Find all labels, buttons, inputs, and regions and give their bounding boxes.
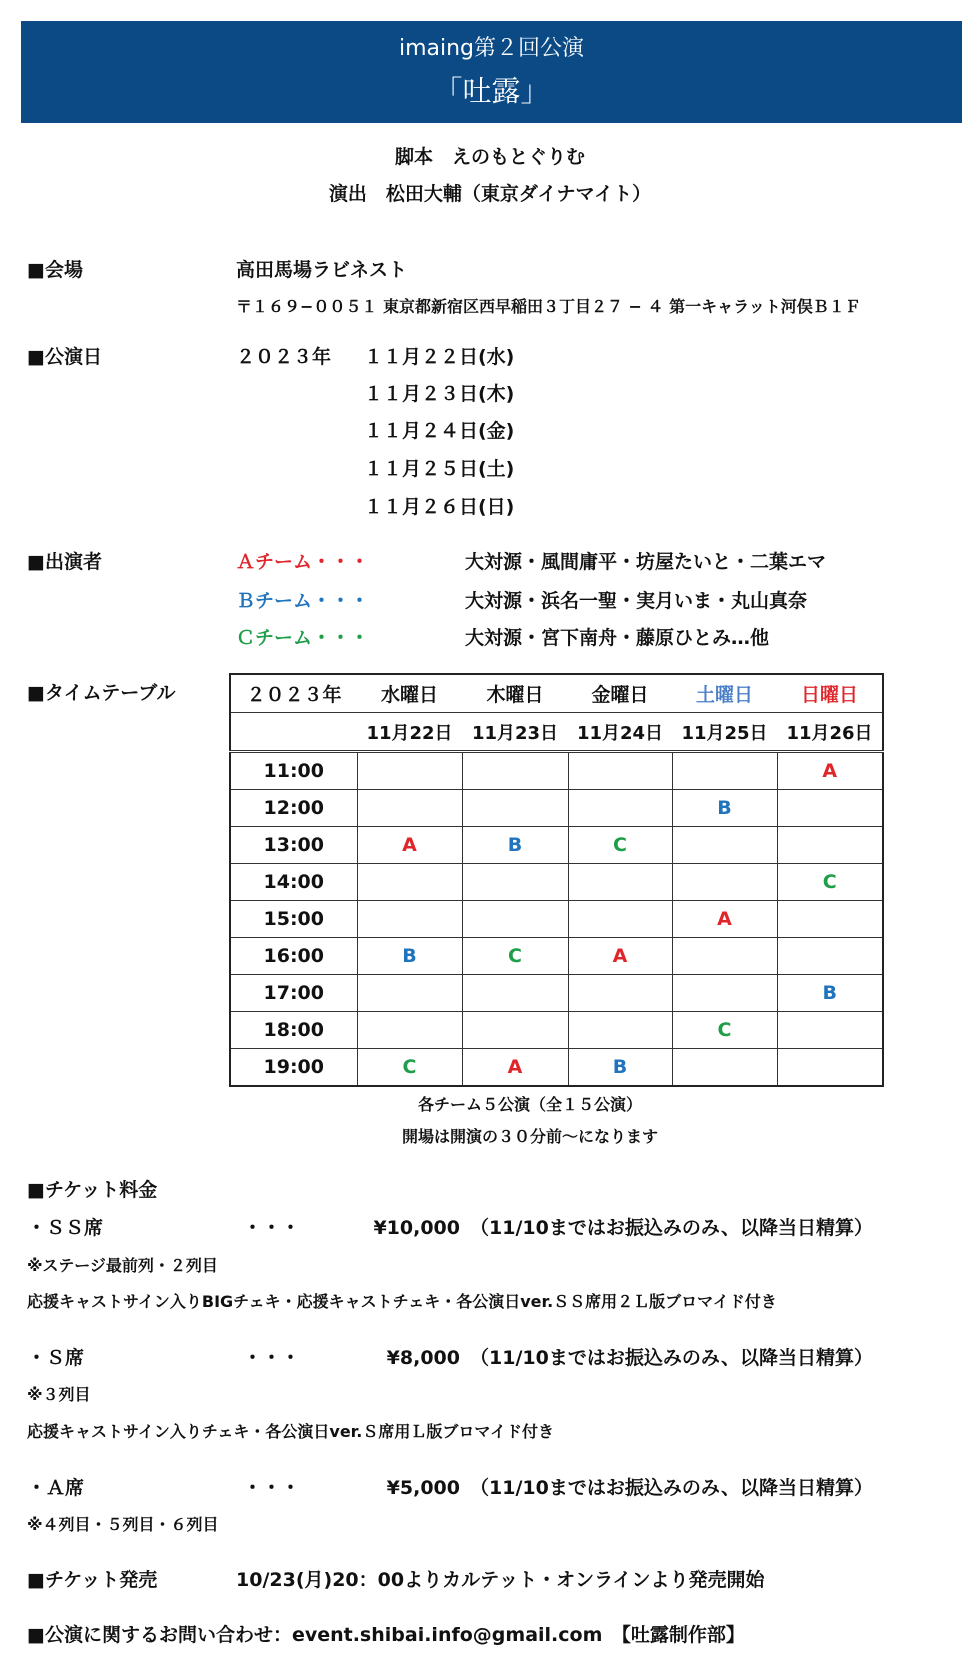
weekday-row bbox=[230, 674, 883, 713]
date-cell: 11月24日 bbox=[568, 713, 672, 752]
script-credit: 脚本 えのもとぐりむ bbox=[394, 146, 585, 168]
empty-slot bbox=[357, 752, 462, 790]
empty-slot bbox=[357, 790, 462, 827]
empty-slot bbox=[462, 1012, 568, 1049]
empty-slot bbox=[357, 1012, 462, 1049]
team-c-name: Ｃチーム・・・ bbox=[236, 627, 370, 649]
ticket-a-price: ¥5,000 bbox=[386, 1477, 460, 1499]
time-cell: 11:00 bbox=[230, 752, 357, 790]
cast-label: ■出演者 bbox=[27, 551, 102, 573]
empty-slot bbox=[462, 790, 568, 827]
ticket-a-note: ※４列目・５列目・６列目 bbox=[27, 1515, 219, 1534]
date-item: １１月２５日(土) bbox=[364, 458, 515, 480]
empty-slot bbox=[568, 975, 672, 1012]
dates-label: ■公演日 bbox=[27, 346, 102, 368]
date-cell: 11月22日 bbox=[357, 713, 462, 752]
empty-slot bbox=[357, 864, 462, 901]
empty-slot bbox=[462, 975, 568, 1012]
date-row bbox=[230, 713, 883, 752]
weekday-sat: 土曜日 bbox=[672, 674, 777, 713]
date-cell: 11月23日 bbox=[462, 713, 568, 752]
time-cell: 14:00 bbox=[230, 864, 357, 901]
tickets-label: ■チケット料金 bbox=[27, 1179, 158, 1201]
performance-team-a: A bbox=[568, 938, 672, 975]
ticket-a-terms: （11/10まではお振込みのみ、以降当日精算） bbox=[470, 1477, 873, 1499]
empty-slot bbox=[357, 901, 462, 938]
ticket-ss-terms: （11/10まではお振込みのみ、以降当日精算） bbox=[470, 1217, 873, 1239]
sale-text: 10/23(月)20：00よりカルテット・オンラインより発売開始 bbox=[236, 1569, 765, 1591]
timetable-note-doors: 開場は開演の３０分前～になります bbox=[401, 1127, 658, 1146]
performance-team-c: C bbox=[462, 938, 568, 975]
date-item: １１月２６日(日) bbox=[364, 496, 515, 518]
performance-team-c: C bbox=[357, 1049, 462, 1087]
performance-team-b: B bbox=[462, 827, 568, 864]
empty-slot bbox=[777, 901, 883, 938]
performance-team-b: B bbox=[777, 975, 883, 1012]
timetable-year: ２０２３年 bbox=[230, 674, 357, 713]
performance-team-c: C bbox=[568, 827, 672, 864]
ticket-s-dots: ・・・ bbox=[243, 1347, 301, 1369]
empty-slot bbox=[777, 1049, 883, 1087]
timetable-row bbox=[230, 975, 883, 1012]
performance-team-b: B bbox=[672, 790, 777, 827]
timetable-row bbox=[230, 827, 883, 864]
date-item: １１月２４日(金) bbox=[364, 420, 515, 442]
ticket-s-terms: （11/10まではお振込みのみ、以降当日精算） bbox=[470, 1347, 873, 1369]
venue-name: 高田馬場ラビネスト bbox=[236, 259, 408, 281]
timetable-row bbox=[230, 752, 883, 790]
timetable-row bbox=[230, 1049, 883, 1087]
empty-slot bbox=[568, 1012, 672, 1049]
empty-slot bbox=[568, 864, 672, 901]
time-cell: 16:00 bbox=[230, 938, 357, 975]
team-b-name: Ｂチーム・・・ bbox=[236, 590, 370, 612]
ticket-s-seat: ・Ｓ席 bbox=[27, 1347, 85, 1369]
empty-slot bbox=[672, 827, 777, 864]
venue-label: ■会場 bbox=[27, 259, 83, 281]
timetable-note-performances: 各チーム５公演（全１５公演） bbox=[417, 1095, 642, 1114]
time-cell: 13:00 bbox=[230, 827, 357, 864]
timetable-row bbox=[230, 901, 883, 938]
timetable-row bbox=[230, 790, 883, 827]
weekday-wed: 水曜日 bbox=[357, 674, 462, 713]
performance-team-a: A bbox=[777, 752, 883, 790]
empty-slot bbox=[672, 938, 777, 975]
empty-slot bbox=[568, 901, 672, 938]
performance-team-a: A bbox=[462, 1049, 568, 1087]
time-cell: 19:00 bbox=[230, 1049, 357, 1087]
ticket-ss-price: ¥10,000 bbox=[373, 1217, 460, 1239]
time-cell: 12:00 bbox=[230, 790, 357, 827]
performance-team-c: C bbox=[777, 864, 883, 901]
ticket-ss-note: ※ステージ最前列・２列目 bbox=[27, 1256, 218, 1275]
date-item: １１月２３日(木) bbox=[364, 383, 515, 405]
ticket-ss-seat: ・ＳＳ席 bbox=[27, 1217, 104, 1239]
team-b-members: 大対源・浜名一聖・実月いま・丸山真奈 bbox=[465, 590, 808, 612]
weekday-sun: 日曜日 bbox=[777, 674, 883, 713]
timetable bbox=[229, 673, 884, 1087]
event-title: 「吐露」 bbox=[433, 74, 550, 108]
team-c-members: 大対源・宮下南舟・藤原ひとみ…他 bbox=[465, 627, 770, 649]
direction-credit: 演出 松田大輔（東京ダイナマイト） bbox=[328, 183, 652, 205]
empty-slot bbox=[462, 864, 568, 901]
title-banner bbox=[21, 21, 962, 123]
empty-slot bbox=[568, 752, 672, 790]
ticket-s-note: ※３列目 bbox=[27, 1385, 91, 1404]
timetable-row bbox=[230, 1012, 883, 1049]
empty-slot bbox=[672, 975, 777, 1012]
weekday-thu: 木曜日 bbox=[462, 674, 568, 713]
performance-team-a: A bbox=[672, 901, 777, 938]
ticket-s-perk: 応援キャストサイン入りチェキ・各公演日ver.Ｓ席用Ｌ版ブロマイド付き bbox=[27, 1422, 555, 1441]
event-subtitle: imaing第２回公演 bbox=[398, 36, 585, 61]
ticket-ss-dots: ・・・ bbox=[243, 1217, 301, 1239]
empty-slot bbox=[672, 752, 777, 790]
team-a-name: Ａチーム・・・ bbox=[236, 551, 370, 573]
time-cell: 15:00 bbox=[230, 901, 357, 938]
performance-team-b: B bbox=[568, 1049, 672, 1087]
sale-label: ■チケット発売 bbox=[27, 1569, 158, 1591]
date-cell: 11月25日 bbox=[672, 713, 777, 752]
empty-slot bbox=[777, 1012, 883, 1049]
empty-slot bbox=[777, 938, 883, 975]
venue-address: 〒１６９−００５１ 東京都新宿区西早稲田３丁目２７ − ４ 第一キャラット河俣Ｂ１Ｆ bbox=[236, 297, 861, 316]
time-cell: 18:00 bbox=[230, 1012, 357, 1049]
timetable-label: ■タイムテーブル bbox=[27, 682, 176, 704]
empty-slot bbox=[777, 827, 883, 864]
performance-team-b: B bbox=[357, 938, 462, 975]
ticket-a-seat: ・Ａ席 bbox=[27, 1477, 85, 1499]
time-cell: 17:00 bbox=[230, 975, 357, 1012]
timetable-row bbox=[230, 938, 883, 975]
weekday-fri: 金曜日 bbox=[568, 674, 672, 713]
empty-slot bbox=[462, 901, 568, 938]
ticket-s-price: ¥8,000 bbox=[386, 1347, 460, 1369]
empty-slot bbox=[357, 975, 462, 1012]
contact-info: ■公演に関するお問い合わせ：event.shibai.info@gmail.com 【吐露制作部】 bbox=[27, 1624, 745, 1646]
ticket-a-dots: ・・・ bbox=[243, 1477, 301, 1499]
empty-slot bbox=[672, 864, 777, 901]
empty-slot bbox=[568, 790, 672, 827]
team-a-members: 大対源・風間庸平・坊屋たいと・二葉エマ bbox=[465, 551, 827, 573]
date-item: １１月２２日(水) bbox=[364, 346, 515, 368]
empty-slot bbox=[462, 752, 568, 790]
empty-slot bbox=[777, 790, 883, 827]
dates-year: ２０２３年 bbox=[236, 346, 332, 368]
date-cell: 11月26日 bbox=[777, 713, 883, 752]
ticket-ss-perk: 応援キャストサイン入りBIGチェキ・応援キャストチェキ・各公演日ver.ＳＳ席用２Ｌ版ブロマイド付き bbox=[27, 1292, 777, 1311]
empty-slot bbox=[672, 1049, 777, 1087]
timetable-row bbox=[230, 864, 883, 901]
performance-team-a: A bbox=[357, 827, 462, 864]
empty-cell bbox=[230, 713, 357, 752]
performance-team-c: C bbox=[672, 1012, 777, 1049]
